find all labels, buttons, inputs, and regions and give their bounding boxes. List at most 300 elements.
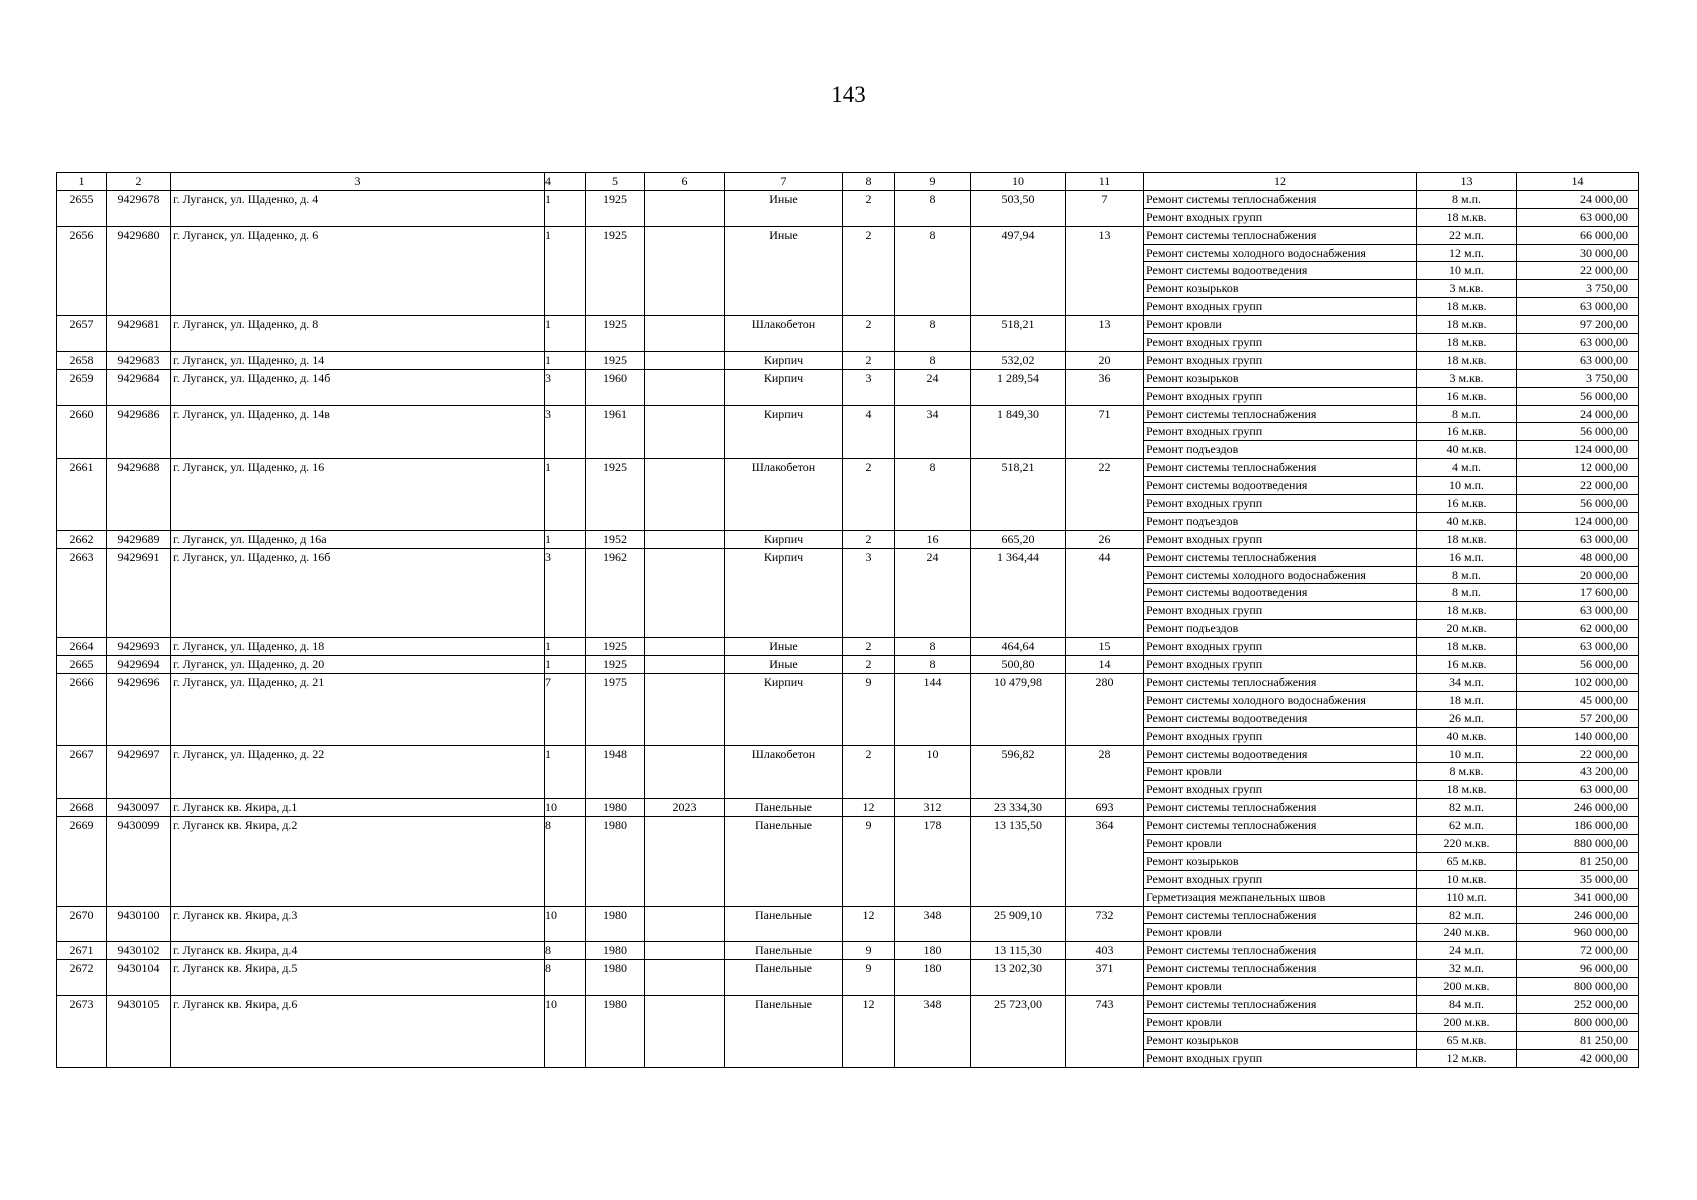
building-row [57,459,1639,477]
resident-count: 13 [1066,316,1144,352]
total-area: 1 849,30 [971,405,1066,459]
work-type: Ремонт кровли [1144,924,1417,942]
work-type: Ремонт системы водоотведения [1144,745,1417,763]
wall-material: Иные [725,656,843,674]
wall-material: Панельные [725,942,843,960]
building-number: 2658 [57,351,107,369]
building-column-6: 2023 [645,799,725,817]
floor-count: 3 [843,369,895,405]
apartment-count: 8 [895,316,971,352]
building-number: 2669 [57,817,107,906]
column-number: 14 [1517,173,1639,191]
work-cost: 72 000,00 [1517,942,1639,960]
work-type: Ремонт входных групп [1144,656,1417,674]
work-volume: 18 м.кв. [1417,781,1517,799]
apartment-count: 8 [895,226,971,315]
building-year: 1952 [586,530,645,548]
wall-material: Панельные [725,906,843,942]
wall-material: Шлакобетон [725,316,843,352]
building-address: г. Луганск, ул. Щаденко, д. 4 [171,190,545,226]
building-address: г. Луганск кв. Якира, д.5 [171,960,545,996]
apartment-count: 180 [895,942,971,960]
work-volume: 18 м.кв. [1417,638,1517,656]
work-volume: 10 м.п. [1417,477,1517,495]
building-year: 1980 [586,960,645,996]
building-code: 9430100 [107,906,171,942]
apartment-count: 8 [895,459,971,531]
building-number: 2668 [57,799,107,817]
work-volume: 8 м.п. [1417,566,1517,584]
work-cost: 124 000,00 [1517,441,1639,459]
resident-count: 15 [1066,638,1144,656]
work-type: Ремонт входных групп [1144,727,1417,745]
apartment-count: 8 [895,656,971,674]
work-cost: 43 200,00 [1517,763,1639,781]
building-column-6 [645,995,725,1067]
building-address: г. Луганск кв. Якира, д.6 [171,995,545,1067]
wall-material: Иные [725,226,843,315]
resident-count: 26 [1066,530,1144,548]
work-type: Ремонт входных групп [1144,1049,1417,1067]
work-volume: 40 м.кв. [1417,441,1517,459]
column-number: 4 [545,173,586,191]
work-type: Ремонт входных групп [1144,208,1417,226]
building-column-4: 8 [545,960,586,996]
column-number: 11 [1066,173,1144,191]
work-cost: 30 000,00 [1517,244,1639,262]
building-address: г. Луганск, ул. Щаденко, д. 14 [171,351,545,369]
work-volume: 4 м.п. [1417,459,1517,477]
building-code: 9429697 [107,745,171,799]
apartment-count: 348 [895,995,971,1067]
work-cost: 22 000,00 [1517,477,1639,495]
resident-count: 20 [1066,351,1144,369]
apartment-count: 180 [895,960,971,996]
building-year: 1925 [586,316,645,352]
wall-material: Кирпич [725,530,843,548]
work-cost: 252 000,00 [1517,995,1639,1013]
building-row [57,316,1639,334]
building-column-4: 1 [545,226,586,315]
work-cost: 800 000,00 [1517,978,1639,996]
building-row [57,226,1639,244]
work-volume: 12 м.п. [1417,244,1517,262]
work-type: Ремонт системы теплоснабжения [1144,817,1417,835]
building-row [57,656,1639,674]
work-cost: 81 250,00 [1517,852,1639,870]
work-volume: 10 м.кв. [1417,870,1517,888]
work-type: Ремонт кровли [1144,1013,1417,1031]
floor-count: 2 [843,745,895,799]
work-cost: 42 000,00 [1517,1049,1639,1067]
work-cost: 56 000,00 [1517,423,1639,441]
building-code: 9429693 [107,638,171,656]
work-type: Ремонт козырьков [1144,280,1417,298]
building-number: 2667 [57,745,107,799]
resident-count: 44 [1066,548,1144,637]
building-address: г. Луганск, ул. Щаденко, д. 22 [171,745,545,799]
work-volume: 34 м.п. [1417,673,1517,691]
work-type: Ремонт входных групп [1144,495,1417,513]
wall-material: Шлакобетон [725,745,843,799]
building-column-4: 1 [545,656,586,674]
floor-count: 2 [843,459,895,531]
resident-count: 71 [1066,405,1144,459]
building-code: 9429691 [107,548,171,637]
building-row [57,942,1639,960]
work-volume: 20 м.кв. [1417,620,1517,638]
building-address: г. Луганск, ул. Щаденко, д. 6 [171,226,545,315]
work-cost: 186 000,00 [1517,817,1639,835]
floor-count: 2 [843,316,895,352]
building-column-6 [645,673,725,745]
work-type: Ремонт системы теплоснабжения [1144,548,1417,566]
building-row [57,745,1639,763]
work-volume: 16 м.кв. [1417,423,1517,441]
work-type: Ремонт системы холодного водоснабжения [1144,566,1417,584]
building-code: 9429678 [107,190,171,226]
building-year: 1925 [586,638,645,656]
apartment-count: 16 [895,530,971,548]
apartment-count: 24 [895,369,971,405]
capital-repair-register-table [56,172,1639,1068]
resident-count: 7 [1066,190,1144,226]
building-number: 2666 [57,673,107,745]
wall-material: Кирпич [725,369,843,405]
work-type: Ремонт системы теплоснабжения [1144,405,1417,423]
work-cost: 45 000,00 [1517,691,1639,709]
building-address: г. Луганск, ул. Щаденко, д. 20 [171,656,545,674]
wall-material: Шлакобетон [725,459,843,531]
column-number: 3 [171,173,545,191]
floor-count: 2 [843,351,895,369]
page-number: 143 [831,82,866,107]
resident-count: 364 [1066,817,1144,906]
building-column-6 [645,530,725,548]
work-cost: 22 000,00 [1517,745,1639,763]
work-volume: 240 м.кв. [1417,924,1517,942]
wall-material: Панельные [725,799,843,817]
floor-count: 2 [843,638,895,656]
work-volume: 8 м.кв. [1417,763,1517,781]
work-volume: 18 м.кв. [1417,316,1517,334]
building-column-4: 10 [545,906,586,942]
building-number: 2664 [57,638,107,656]
work-type: Ремонт входных групп [1144,602,1417,620]
building-column-6 [645,906,725,942]
work-type: Ремонт системы водоотведения [1144,584,1417,602]
resident-count: 403 [1066,942,1144,960]
total-area: 13 115,30 [971,942,1066,960]
building-column-6 [645,351,725,369]
total-area: 500,80 [971,656,1066,674]
building-address: г. Луганск кв. Якира, д.3 [171,906,545,942]
building-column-4: 3 [545,369,586,405]
building-row [57,673,1639,691]
work-volume: 82 м.п. [1417,906,1517,924]
resident-count: 28 [1066,745,1144,799]
work-cost: 24 000,00 [1517,405,1639,423]
floor-count: 9 [843,960,895,996]
work-type: Ремонт входных групп [1144,638,1417,656]
floor-count: 3 [843,548,895,637]
work-volume: 62 м.п. [1417,817,1517,835]
building-year: 1925 [586,459,645,531]
wall-material: Иные [725,638,843,656]
work-volume: 22 м.п. [1417,226,1517,244]
building-column-4: 1 [545,190,586,226]
work-type: Ремонт системы водоотведения [1144,709,1417,727]
work-type: Ремонт подъездов [1144,441,1417,459]
building-column-4: 1 [545,530,586,548]
work-volume: 18 м.кв. [1417,298,1517,316]
resident-count: 732 [1066,906,1144,942]
building-column-4: 1 [545,638,586,656]
building-number: 2662 [57,530,107,548]
column-number: 12 [1144,173,1417,191]
building-column-4: 1 [545,745,586,799]
work-volume: 10 м.п. [1417,745,1517,763]
building-year: 1980 [586,906,645,942]
work-cost: 880 000,00 [1517,834,1639,852]
apartment-count: 34 [895,405,971,459]
building-number: 2663 [57,548,107,637]
work-cost: 3 750,00 [1517,280,1639,298]
work-cost: 57 200,00 [1517,709,1639,727]
building-row [57,405,1639,423]
work-cost: 66 000,00 [1517,226,1639,244]
resident-count: 371 [1066,960,1144,996]
wall-material: Кирпич [725,673,843,745]
building-column-6 [645,226,725,315]
building-column-4: 7 [545,673,586,745]
building-number: 2660 [57,405,107,459]
building-column-6 [645,459,725,531]
work-type: Ремонт подъездов [1144,512,1417,530]
building-column-6 [645,942,725,960]
work-volume: 18 м.кв. [1417,334,1517,352]
building-row [57,799,1639,817]
work-cost: 96 000,00 [1517,960,1639,978]
building-address: г. Луганск, ул. Щаденко, д. 18 [171,638,545,656]
building-year: 1925 [586,190,645,226]
building-column-6 [645,316,725,352]
building-code: 9430097 [107,799,171,817]
floor-count: 2 [843,656,895,674]
work-cost: 63 000,00 [1517,530,1639,548]
column-number: 5 [586,173,645,191]
building-column-6 [645,548,725,637]
work-volume: 8 м.п. [1417,190,1517,208]
building-number: 2673 [57,995,107,1067]
building-address: г. Луганск, ул. Щаденко, д. 16 [171,459,545,531]
work-cost: 63 000,00 [1517,351,1639,369]
work-type: Ремонт входных групп [1144,781,1417,799]
building-column-4: 10 [545,995,586,1067]
work-type: Ремонт системы холодного водоснабжения [1144,244,1417,262]
building-column-6 [645,405,725,459]
building-column-4: 1 [545,459,586,531]
work-cost: 48 000,00 [1517,548,1639,566]
work-type: Ремонт входных групп [1144,387,1417,405]
building-year: 1925 [586,656,645,674]
work-cost: 35 000,00 [1517,870,1639,888]
total-area: 464,64 [971,638,1066,656]
work-cost: 97 200,00 [1517,316,1639,334]
building-row [57,960,1639,978]
building-code: 9430099 [107,817,171,906]
building-address: г. Луганск, ул. Щаденко, д. 14б [171,369,545,405]
work-type: Ремонт системы теплоснабжения [1144,190,1417,208]
building-address: г. Луганск кв. Якира, д.1 [171,799,545,817]
building-row [57,190,1639,208]
work-type: Ремонт кровли [1144,834,1417,852]
work-volume: 16 м.п. [1417,548,1517,566]
building-column-4: 1 [545,351,586,369]
building-year: 1980 [586,995,645,1067]
work-type: Ремонт системы теплоснабжения [1144,942,1417,960]
total-area: 665,20 [971,530,1066,548]
building-code: 9429689 [107,530,171,548]
wall-material: Кирпич [725,351,843,369]
work-type: Ремонт козырьков [1144,852,1417,870]
building-address: г. Луганск, ул. Щаденко, д. 14в [171,405,545,459]
work-cost: 246 000,00 [1517,799,1639,817]
total-area: 13 202,30 [971,960,1066,996]
wall-material: Кирпич [725,548,843,637]
building-row [57,995,1639,1013]
work-cost: 124 000,00 [1517,512,1639,530]
column-number: 6 [645,173,725,191]
work-type: Ремонт системы водоотведения [1144,262,1417,280]
column-number: 1 [57,173,107,191]
wall-material: Иные [725,190,843,226]
work-cost: 63 000,00 [1517,602,1639,620]
building-code: 9430105 [107,995,171,1067]
building-number: 2665 [57,656,107,674]
work-type: Герметизация межпанельных швов [1144,888,1417,906]
building-column-4: 10 [545,799,586,817]
resident-count: 36 [1066,369,1144,405]
building-address: г. Луганск, ул. Щаденко, д. 16б [171,548,545,637]
building-code: 9429686 [107,405,171,459]
wall-material: Кирпич [725,405,843,459]
column-number: 10 [971,173,1066,191]
apartment-count: 24 [895,548,971,637]
work-type: Ремонт системы теплоснабжения [1144,459,1417,477]
apartment-count: 8 [895,638,971,656]
work-cost: 800 000,00 [1517,1013,1639,1031]
building-code: 9429684 [107,369,171,405]
work-volume: 82 м.п. [1417,799,1517,817]
work-type: Ремонт кровли [1144,316,1417,334]
building-number: 2670 [57,906,107,942]
work-cost: 56 000,00 [1517,656,1639,674]
apartment-count: 10 [895,745,971,799]
work-cost: 63 000,00 [1517,208,1639,226]
floor-count: 9 [843,942,895,960]
building-address: г. Луганск кв. Якира, д.2 [171,817,545,906]
total-area: 1 364,44 [971,548,1066,637]
building-column-4: 3 [545,405,586,459]
building-year: 1948 [586,745,645,799]
work-type: Ремонт входных групп [1144,423,1417,441]
work-cost: 102 000,00 [1517,673,1639,691]
building-number: 2657 [57,316,107,352]
building-column-4: 1 [545,316,586,352]
work-type: Ремонт системы водоотведения [1144,477,1417,495]
total-area: 13 135,50 [971,817,1066,906]
building-year: 1925 [586,351,645,369]
work-cost: 12 000,00 [1517,459,1639,477]
apartment-count: 348 [895,906,971,942]
floor-count: 2 [843,226,895,315]
total-area: 532,02 [971,351,1066,369]
building-column-4: 8 [545,817,586,906]
building-number: 2671 [57,942,107,960]
work-cost: 341 000,00 [1517,888,1639,906]
building-row [57,817,1639,835]
resident-count: 14 [1066,656,1144,674]
floor-count: 2 [843,530,895,548]
building-column-6 [645,817,725,906]
resident-count: 13 [1066,226,1144,315]
work-volume: 18 м.п. [1417,691,1517,709]
building-column-6 [645,745,725,799]
floor-count: 12 [843,906,895,942]
work-volume: 18 м.кв. [1417,530,1517,548]
building-column-6 [645,656,725,674]
building-code: 9429683 [107,351,171,369]
building-year: 1980 [586,942,645,960]
apartment-count: 178 [895,817,971,906]
work-volume: 200 м.кв. [1417,1013,1517,1031]
work-volume: 40 м.кв. [1417,727,1517,745]
work-volume: 12 м.кв. [1417,1049,1517,1067]
work-cost: 81 250,00 [1517,1031,1639,1049]
work-cost: 246 000,00 [1517,906,1639,924]
total-area: 25 723,00 [971,995,1066,1067]
work-volume: 65 м.кв. [1417,852,1517,870]
work-volume: 3 м.кв. [1417,369,1517,387]
work-type: Ремонт системы теплоснабжения [1144,995,1417,1013]
work-volume: 65 м.кв. [1417,1031,1517,1049]
building-year: 1961 [586,405,645,459]
resident-count: 280 [1066,673,1144,745]
work-volume: 40 м.кв. [1417,512,1517,530]
work-volume: 16 м.кв. [1417,387,1517,405]
work-cost: 56 000,00 [1517,387,1639,405]
building-row [57,906,1639,924]
building-year: 1980 [586,817,645,906]
total-area: 10 479,98 [971,673,1066,745]
building-code: 9429694 [107,656,171,674]
total-area: 25 909,10 [971,906,1066,942]
work-volume: 8 м.п. [1417,584,1517,602]
work-cost: 56 000,00 [1517,495,1639,513]
building-year: 1962 [586,548,645,637]
total-area: 1 289,54 [971,369,1066,405]
floor-count: 12 [843,799,895,817]
floor-count: 2 [843,190,895,226]
work-volume: 16 м.кв. [1417,656,1517,674]
column-number: 8 [843,173,895,191]
resident-count: 22 [1066,459,1144,531]
building-code: 9429688 [107,459,171,531]
building-number: 2656 [57,226,107,315]
building-column-6 [645,190,725,226]
building-number: 2659 [57,369,107,405]
